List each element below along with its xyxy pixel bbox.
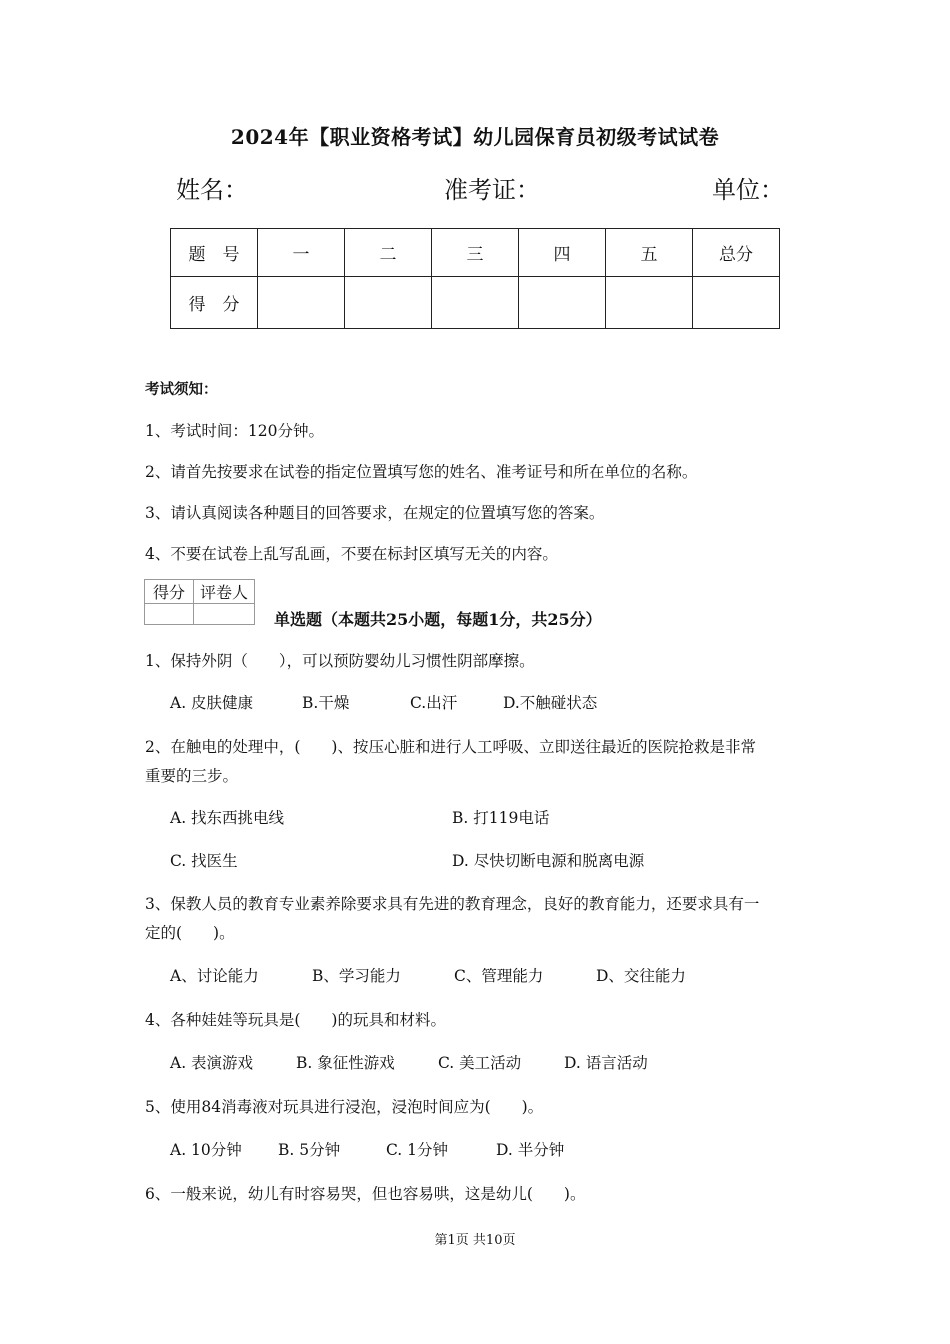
- name-label: 姓名：: [176, 176, 248, 204]
- question-2-option-c[interactable]: C. 找医生: [170, 852, 238, 870]
- question-1-option-c[interactable]: C.出汗: [410, 694, 458, 712]
- question-6: 6、一般来说，幼儿有时容易哭，但也容易哄，这是幼儿( )。: [145, 1185, 586, 1203]
- page-footer: 第1页 共10页: [434, 1233, 516, 1248]
- score-table-score-label: 得 分: [171, 277, 258, 329]
- score-table-header-label: 题 号: [171, 229, 258, 277]
- score-cell-3[interactable]: [432, 277, 519, 329]
- score-cell-2[interactable]: [345, 277, 432, 329]
- question-5: 5、使用84消毒液对玩具进行浸泡，浸泡时间应为( )。: [145, 1098, 544, 1116]
- question-4-option-c[interactable]: C. 美工活动: [438, 1054, 522, 1072]
- question-2-line-2: 重要的三步。: [145, 767, 239, 785]
- grader-table: [144, 579, 255, 625]
- question-5-option-a[interactable]: A. 10分钟: [170, 1141, 242, 1159]
- score-table-header-row: [171, 229, 780, 277]
- section-title: 单选题（本题共25小题，每题1分，共25分）: [274, 610, 602, 629]
- notice-item: 4、不要在试卷上乱写乱画，不要在标封区填写无关的内容。: [145, 545, 558, 563]
- score-table-col-total: 总分: [693, 229, 780, 277]
- question-4-option-b[interactable]: B. 象征性游戏: [296, 1054, 395, 1072]
- exam-number-label: 准考证：: [444, 176, 540, 204]
- question-1-option-b[interactable]: B.干燥: [302, 694, 350, 712]
- question-3-line-1: 3、保教人员的教育专业素养除要求具有先进的教育理念，良好的教育能力，还要求具有一: [145, 895, 760, 913]
- question-1-option-d[interactable]: D.不触碰状态: [503, 694, 598, 712]
- score-table-col-4: 四: [519, 229, 606, 277]
- score-cell-1[interactable]: [258, 277, 345, 329]
- notice-item: 1、考试时间：120分钟。: [145, 422, 324, 440]
- score-table-col-3: 三: [432, 229, 519, 277]
- question-3-line-2: 定的( )。: [145, 924, 235, 942]
- question-2-line-1: 2、在触电的处理中，( )、按压心脏和进行人工呼吸、立即送往最近的医院抢救是非常: [145, 738, 756, 756]
- score-table: [170, 228, 780, 329]
- grader-name-cell[interactable]: [194, 604, 255, 625]
- score-table-col-5: 五: [606, 229, 693, 277]
- question-2-option-a[interactable]: A. 找东西挑电线: [170, 809, 285, 827]
- question-3-option-b[interactable]: B、学习能力: [312, 967, 401, 985]
- question-4-option-a[interactable]: A. 表演游戏: [170, 1054, 254, 1072]
- question-4: 4、各种娃娃等玩具是( )的玩具和材料。: [145, 1011, 446, 1029]
- score-cell-4[interactable]: [519, 277, 606, 329]
- unit-label: 单位：: [712, 176, 784, 204]
- question-1: 1、保持外阴（ ），可以预防婴幼儿习惯性阴部摩擦。: [145, 652, 535, 670]
- notice-title: 考试须知：: [145, 381, 218, 398]
- notice-item: 2、请首先按要求在试卷的指定位置填写您的姓名、准考证号和所在单位的名称。: [145, 463, 698, 481]
- question-1-option-a[interactable]: A. 皮肤健康: [170, 694, 254, 712]
- score-cell-total[interactable]: [693, 277, 780, 329]
- grader-score-cell[interactable]: [145, 604, 194, 625]
- notice-item: 3、请认真阅读各种题目的回答要求，在规定的位置填写您的答案。: [145, 504, 605, 522]
- score-cell-5[interactable]: [606, 277, 693, 329]
- score-table-score-row: [171, 277, 780, 329]
- score-table-col-1: 一: [258, 229, 345, 277]
- grader-name-label: 评卷人: [194, 580, 255, 604]
- question-5-option-c[interactable]: C. 1分钟: [386, 1141, 449, 1159]
- question-5-option-d[interactable]: D. 半分钟: [496, 1141, 565, 1159]
- page-title: 2024年【职业资格考试】幼儿园保育员初级考试试卷: [230, 125, 720, 149]
- question-2-option-b[interactable]: B. 打119电话: [452, 809, 550, 827]
- grader-score-label: 得分: [145, 580, 194, 604]
- question-3-option-d[interactable]: D、交往能力: [596, 967, 686, 985]
- question-2-option-d[interactable]: D. 尽快切断电源和脱离电源: [452, 852, 645, 870]
- question-3-option-c[interactable]: C、管理能力: [454, 967, 544, 985]
- question-4-option-d[interactable]: D. 语言活动: [564, 1054, 648, 1072]
- question-3-option-a[interactable]: A、讨论能力: [170, 967, 259, 985]
- score-table-col-2: 二: [345, 229, 432, 277]
- question-5-option-b[interactable]: B. 5分钟: [278, 1141, 341, 1159]
